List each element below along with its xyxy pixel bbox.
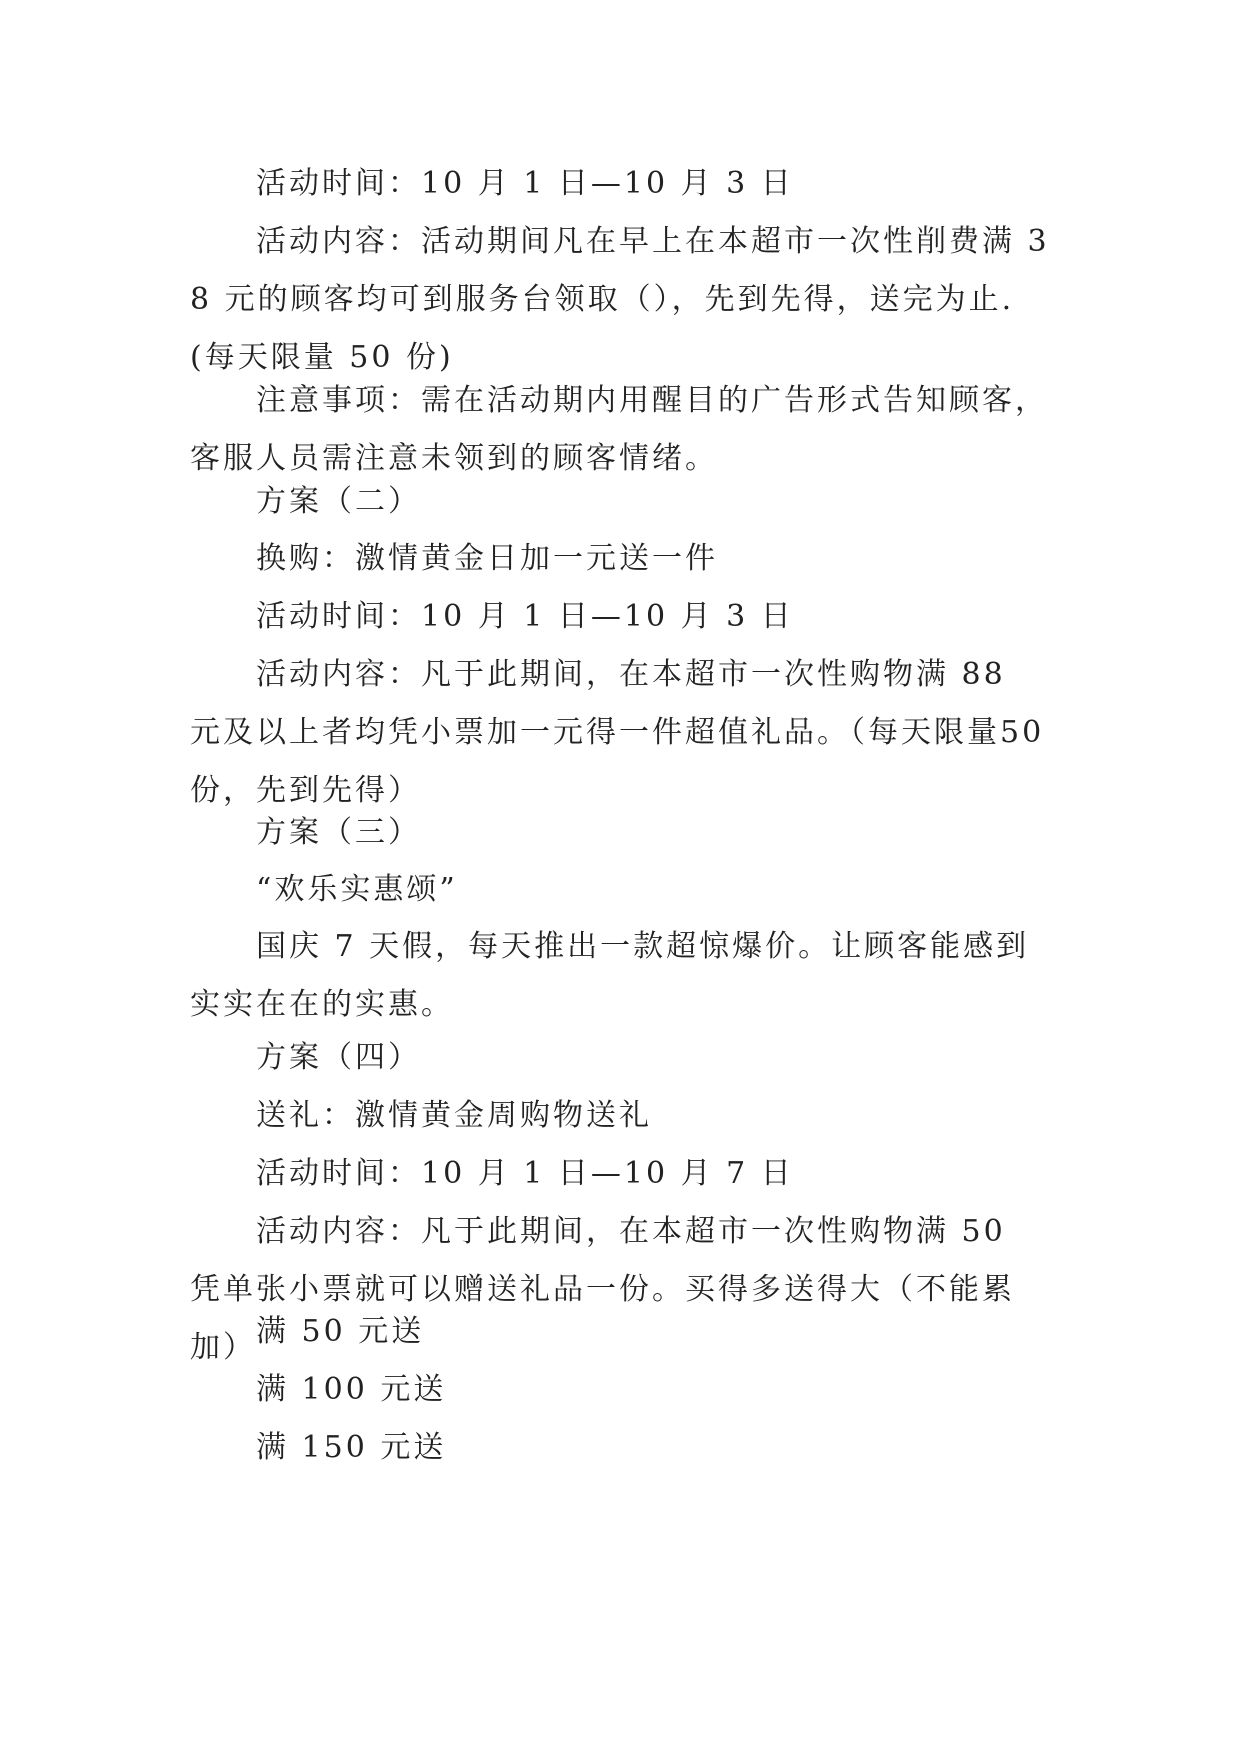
paragraph-exchange: 换购：激情黄金日加一元送一件 <box>256 541 718 576</box>
paragraph-tier-100: 满 100 元送 <box>256 1372 447 1407</box>
paragraph-activity-time-2: 活动时间：10 月 1 日—10 月 3 日 <box>256 599 794 634</box>
paragraph-tier-50: 满 50 元送 <box>256 1314 425 1349</box>
heading-plan-4: 方案（四） <box>256 1040 421 1075</box>
paragraph-activity-content-2: 活动内容：凡于此期间，在本超市一次性购物满 88 元及以上者均凭小票加一元得一件超值礼品。（每天限量50份，先到先得） <box>190 657 1045 808</box>
heading-plan-2: 方案（二） <box>256 484 421 519</box>
heading-plan-3: 方案（三） <box>256 815 421 850</box>
paragraph-notice: 注意事项：需在活动期内用醒目的广告形式告知顾客，客服人员需注意未领到的顾客情绪。 <box>190 383 1048 476</box>
paragraph-activity-time-1: 活动时间：10 月 1 日—10 月 3 日 <box>256 166 794 201</box>
paragraph-activity-content-1: 活动内容：活动期间凡在早上在本超市一次性削费满 38 元的顾客均可到服务台领取（），先到先得，送完为止.(每天限量 50 份) <box>190 224 1050 375</box>
paragraph-activity-time-3: 活动时间：10 月 1 日—10 月 7 日 <box>256 1156 794 1191</box>
paragraph-gift: 送礼：激情黄金周购物送礼 <box>256 1098 652 1133</box>
paragraph-happy-slogan: “欢乐实惠颂” <box>256 872 458 907</box>
paragraph-activity-content-3: 活动内容：凡于此期间，在本超市一次性购物满 50 凭单张小票就可以赠送礼品一份。买得多送得大（不能累加） <box>190 1214 1015 1365</box>
paragraph-national-day: 国庆 7 天假，每天推出一款超惊爆价。让顾客能感到实实在在的实惠。 <box>190 929 1030 1022</box>
paragraph-tier-150: 满 150 元送 <box>256 1430 447 1465</box>
